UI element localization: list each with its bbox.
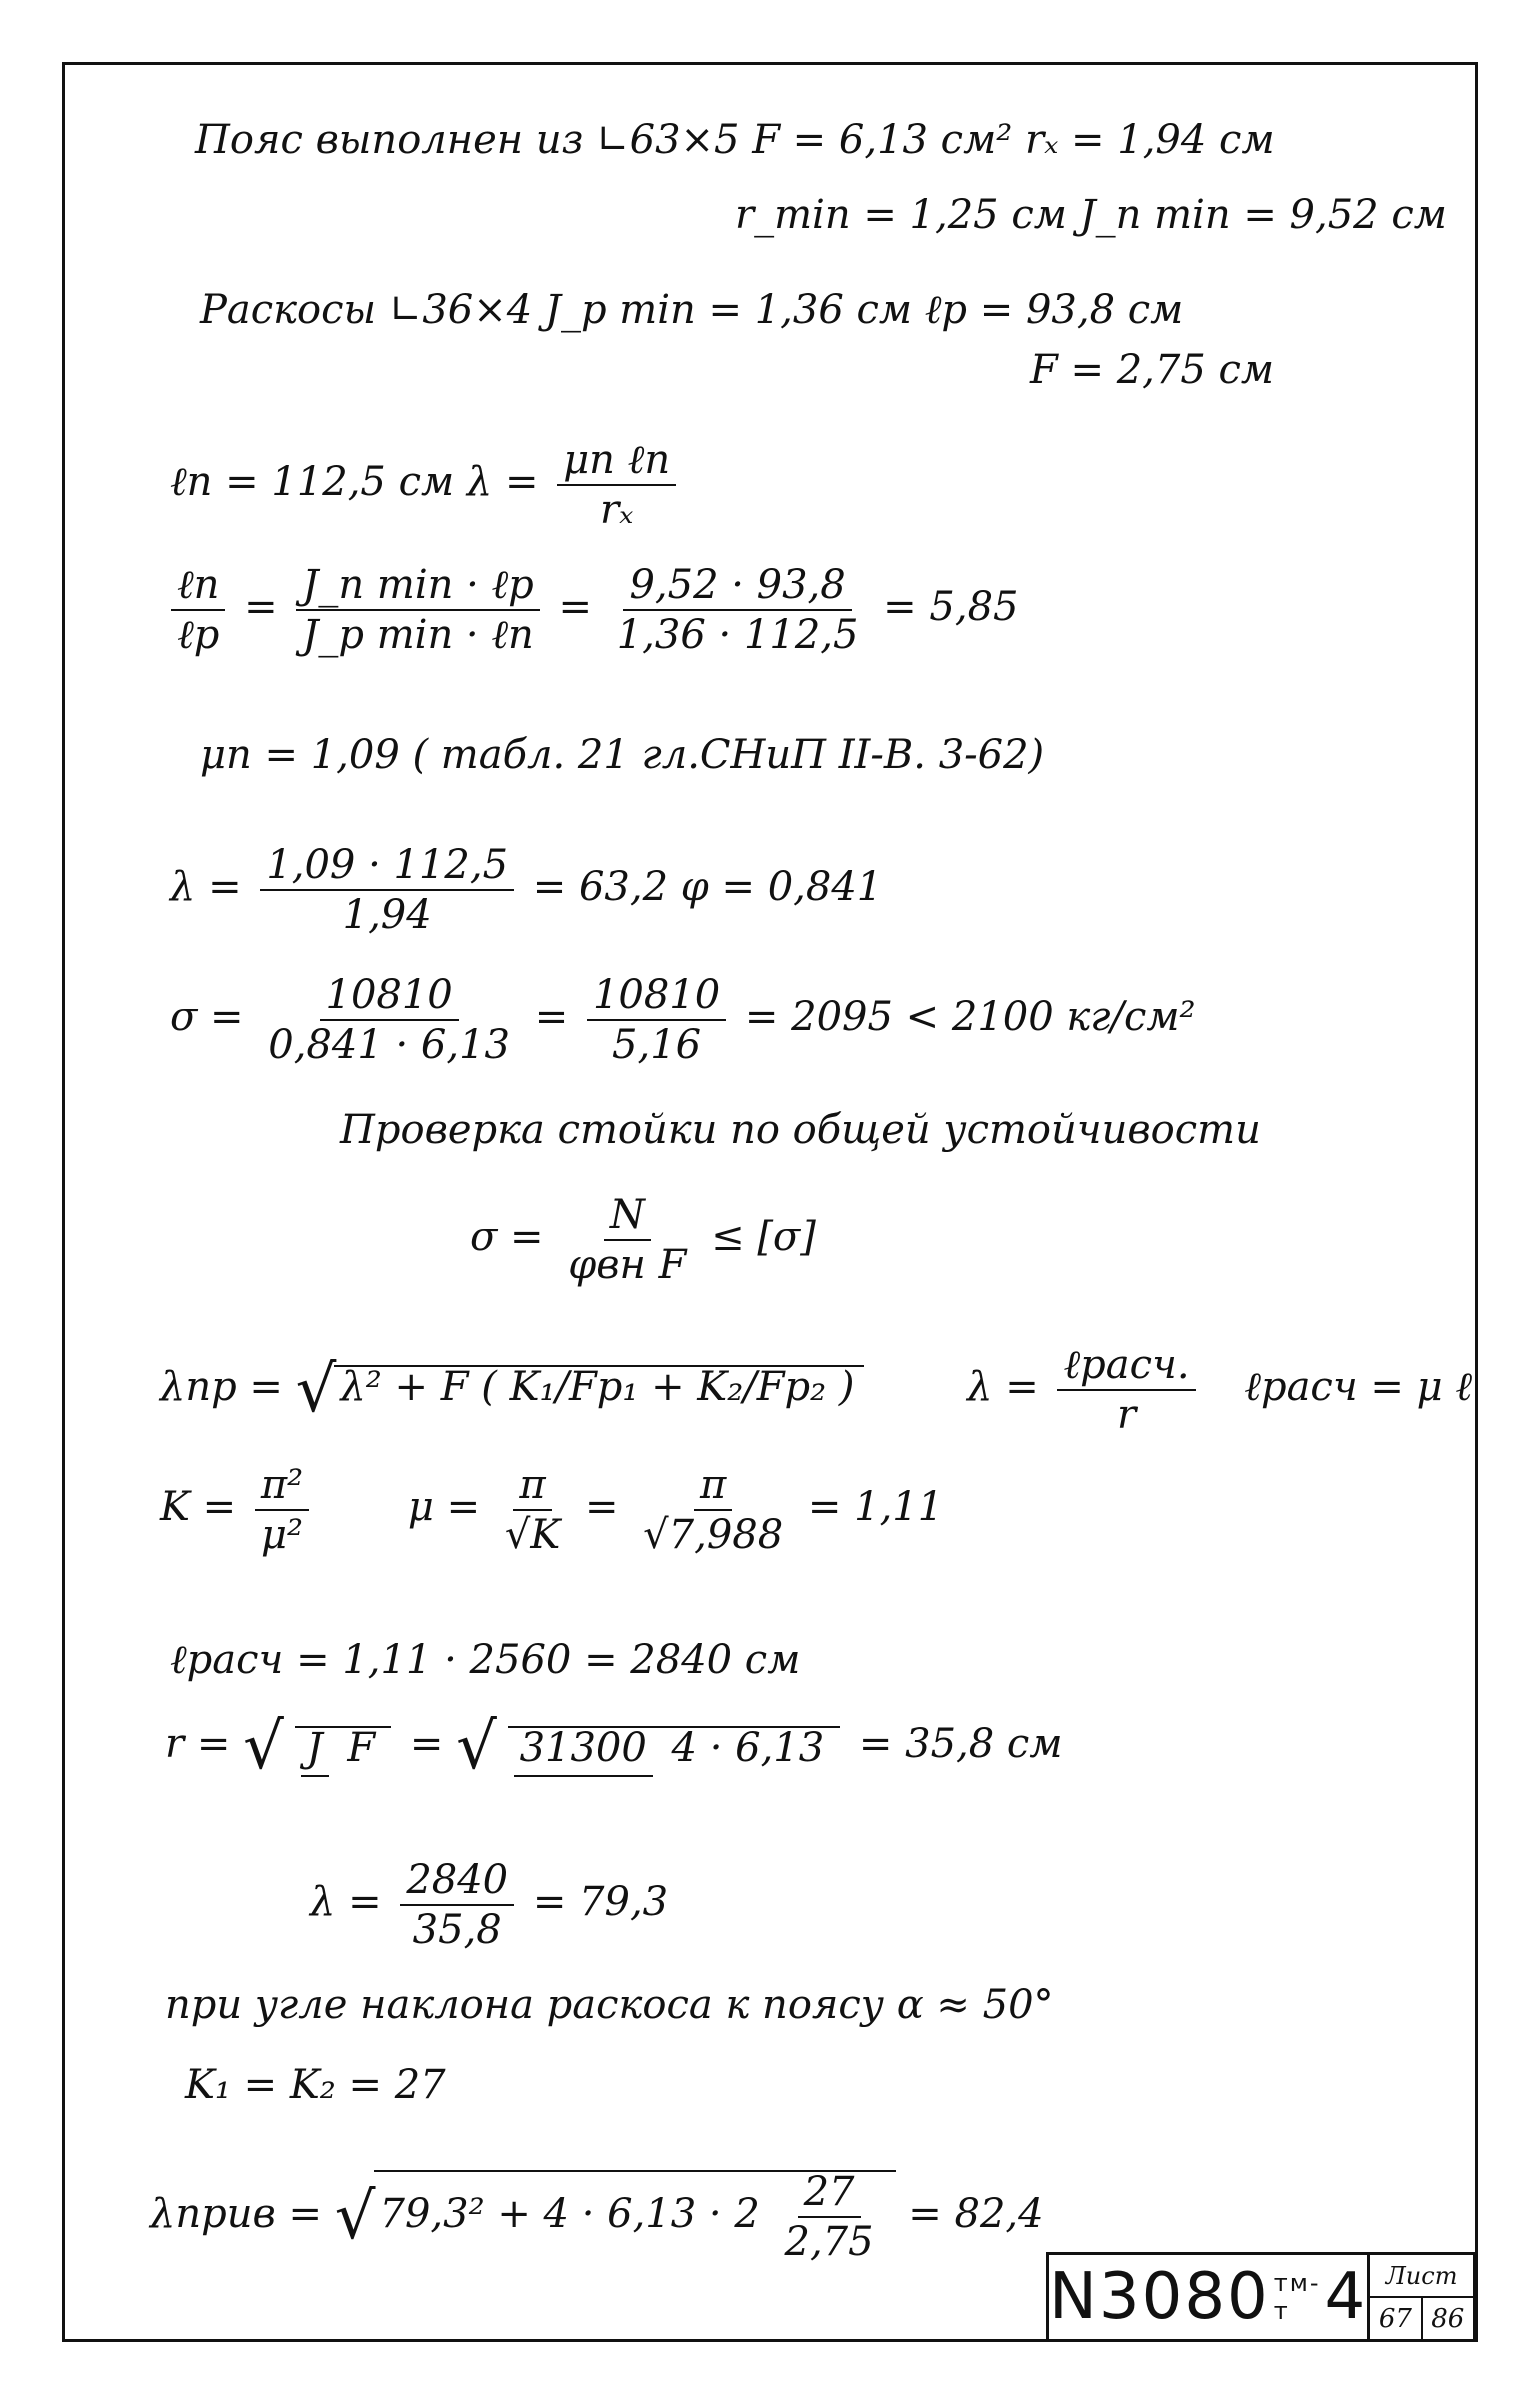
sheet-box (1367, 2255, 1473, 2339)
k-values-line: K₁ = K₂ = 27 (185, 2062, 446, 2108)
frac-numerator: J (301, 1725, 329, 1777)
frac-denominator: r (1116, 1392, 1137, 1438)
frac-denominator: 5,16 (612, 1022, 702, 1068)
frac-numerator: ℓрасч. (1057, 1345, 1195, 1391)
lambda-priv-symbol: λприв = (150, 2191, 322, 2237)
belt-line: Пояс выполнен из ∟63×5 F = 6,13 см² rₓ = 1,94 см (195, 117, 1275, 163)
ratio-result: = 5,85 (883, 584, 1019, 630)
lambda-def-symbol: λ = (967, 1364, 1039, 1410)
lambda-result: = 63,2 φ = 0,841 (532, 864, 883, 910)
lambda-final-fraction (400, 1857, 514, 1953)
lambda-final-line (310, 1857, 669, 1953)
stress-line (170, 972, 1196, 1068)
frac-denominator: F (347, 1725, 376, 1771)
sigma-symbol: σ = (470, 1214, 544, 1260)
frac-denominator: √7,988 (643, 1512, 784, 1558)
frac-denominator: 1,36 · 112,5 (616, 612, 859, 658)
ratio-fraction-a (171, 562, 225, 658)
k-mu-line (160, 1462, 944, 1558)
equals-sign: = (534, 994, 569, 1040)
frac-denominator: 35,8 (412, 1907, 502, 1953)
k-symbol: K = (160, 1484, 237, 1530)
radius-fraction-a (295, 1725, 392, 1771)
frac-numerator: 31300 (514, 1725, 653, 1777)
equals-sign: = (558, 584, 593, 630)
ratio-fraction-c (611, 562, 865, 658)
frac-denominator: √K (504, 1512, 561, 1558)
lambda-fraction (260, 842, 514, 938)
code-tail: 4 (1324, 2260, 1368, 2334)
stress-result: = 2095 < 2100 кг/см² (744, 994, 1196, 1040)
ln-lambda-line (170, 437, 682, 533)
frac-numerator: 2840 (400, 1860, 514, 1906)
frac-denominator: rₓ (599, 487, 634, 533)
reduced-slenderness-formula (160, 1342, 1473, 1438)
equals-sign: = (244, 584, 278, 630)
sheet-total: 86 (1421, 2298, 1473, 2339)
ln-lambda-fraction (557, 437, 676, 533)
equals-sign: = (409, 1721, 444, 1767)
l-calc-def: ℓрасч = μ ℓ (1244, 1364, 1473, 1410)
document-code (1049, 2255, 1367, 2339)
lambda-symbol: λ = (310, 1879, 382, 1925)
mu-fraction-b (637, 1462, 789, 1558)
radicand-text: 79,3² + 4 · 6,13 · 2 (379, 2191, 773, 2237)
radical-sign: √ (456, 1710, 497, 1784)
sheet-numbers (1370, 2298, 1473, 2339)
sheet-number: 67 (1378, 2303, 1412, 2334)
frac-denominator: μ² (260, 1512, 304, 1558)
frac-numerator: μn ℓn (557, 440, 676, 486)
frac-numerator: 9,52 · 93,8 (623, 565, 851, 611)
radicand: λ² + F ( K₁/Fp₁ + K₂/Fp₂ ) (334, 1365, 864, 1407)
frac-numerator: π (513, 1465, 551, 1511)
frac-numerator: N (604, 1195, 651, 1241)
radicand (374, 2169, 896, 2265)
l-calc-line: ℓрасч = 1,11 · 2560 = 2840 см (170, 1637, 801, 1683)
angle-line: при угле наклона раскоса к поясу α ≈ 50° (165, 1982, 1054, 2028)
frac-numerator: π (694, 1465, 732, 1511)
sheet-label: Лист (1370, 2255, 1473, 2298)
frac-denominator: J_p min · ℓn (302, 612, 534, 658)
sigma-symbol: σ = (170, 994, 244, 1040)
radius-result: = 35,8 см (858, 1721, 1063, 1767)
lambda-pr-symbol: λпр = (160, 1364, 283, 1410)
radius-min-line: r_min = 1,25 см J_n min = 9,52 см (735, 192, 1447, 238)
braces-line: Раскосы ∟36×4 J_p min = 1,36 см ℓp = 93,8 см (200, 287, 1184, 333)
mu-symbol: μ = (407, 1484, 481, 1530)
lambda-def-fraction (1057, 1342, 1195, 1438)
frac-numerator: 10810 (587, 975, 726, 1021)
code-suffix: тм-т (1273, 2269, 1321, 2325)
equals-sign: = (584, 1484, 619, 1530)
ratio-fraction-b (296, 562, 539, 658)
frac-denominator: 0,841 · 6,13 (268, 1022, 510, 1068)
frac-denominator: 2,75 (784, 2219, 874, 2265)
frac-denominator: ℓp (177, 612, 220, 658)
lambda-reduced-line (150, 2169, 1044, 2265)
frac-denominator: 1,94 (342, 892, 432, 938)
section-heading: Проверка стойки по общей устойчивости (340, 1107, 1261, 1153)
lambda-symbol: λ = (170, 864, 242, 910)
frac-numerator: 1,09 · 112,5 (260, 845, 514, 891)
r-symbol: r = (165, 1721, 231, 1767)
stress-fraction-b (587, 972, 726, 1068)
stress-fraction-a (262, 972, 516, 1068)
frac-numerator: J_n min · ℓp (296, 565, 539, 611)
title-block (1046, 2252, 1476, 2342)
mu-fraction-a (499, 1462, 566, 1558)
ln-lambda-lhs: ℓn = 112,5 см λ = (170, 459, 539, 505)
code-main: N3080 (1049, 2260, 1270, 2334)
frac-denominator: φвн F (568, 1242, 687, 1288)
radius-line (165, 1710, 1063, 1784)
lambda-calc-line (170, 842, 883, 938)
braces-area-line: F = 2,75 см (1030, 347, 1275, 393)
frac-numerator: 10810 (320, 975, 459, 1021)
k-fraction (255, 1462, 309, 1558)
frac-numerator: ℓn (171, 565, 225, 611)
frac-numerator: 27 (798, 2172, 861, 2218)
radical-sign: √ (295, 1353, 337, 1427)
stability-fraction (562, 1192, 692, 1288)
frac-denominator: 4 · 6,13 (671, 1725, 825, 1771)
stability-formula (470, 1192, 816, 1288)
radical-sign: √ (334, 2180, 376, 2254)
frac-numerator: π² (255, 1465, 309, 1511)
ratio-line (165, 562, 1019, 658)
mu-line: μn = 1,09 ( табл. 21 гл.СНиП II-В. 3-62) (200, 732, 1045, 778)
radicand-fraction (779, 2169, 880, 2265)
radical-sign: √ (243, 1710, 284, 1784)
stability-result: ≤ [σ] (711, 1214, 816, 1260)
lambda-final-result: = 79,3 (532, 1879, 669, 1925)
mu-result: = 1,11 (807, 1484, 944, 1530)
lambda-reduced-result: = 82,4 (908, 2191, 1044, 2237)
radius-fraction-b (508, 1725, 841, 1771)
